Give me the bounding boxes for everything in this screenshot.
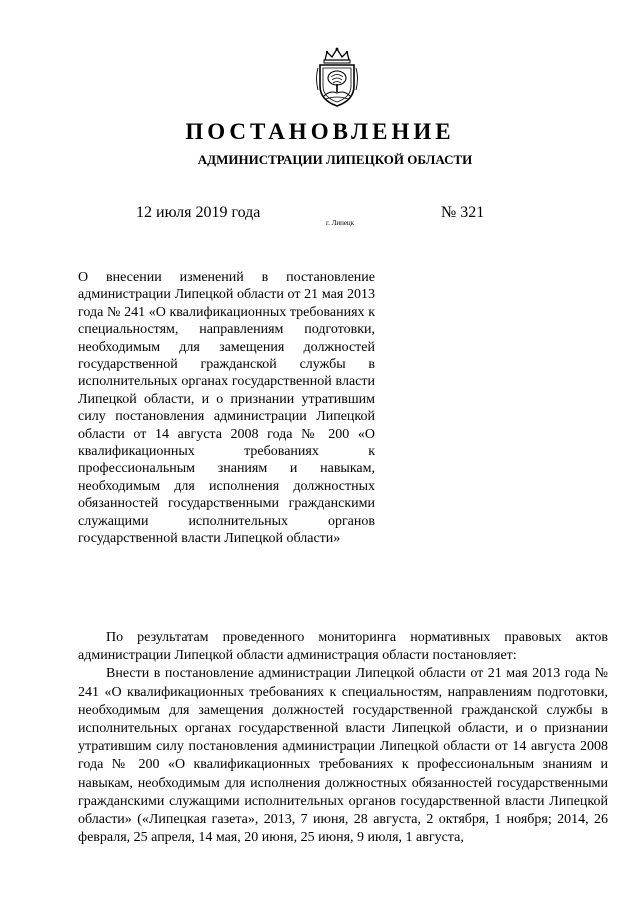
document-body — [78, 629, 608, 847]
document-subject: О внесении изменений в постановление администрации Липецкой области от 21 мая 2013 года № 241 «О квалификационных требованиях к специальностям, направлениям подготовки, необходимым для замещения должностей государственной гражданской службы в исполнительных органах государственной власти Липецкой области, и о признании утратившим силу постановления администрации Липецкой области от 14 августа 2008 года № 200 «О квалификационных требованиях к профессиональным знаниям и навыкам, необходимым для исполнения должностных обязанностей государственными гражданскими служащими исполнительных органов государственной власти Липецкой области» — [78, 270, 375, 547]
body-paragraph: Внести в постановление администрации Липецкой области от 21 мая 2013 года № 241 «О квалификационных требованиях к специальностям, направлениям подготовки, необходимым для замещения должностей государственной гражданской службы в исполнительных органах государственной власти Липецкой области, и о признании утратившим силу постановления администрации Липецкой области от 14 августа 2008 года № 200 «О квалификационных требованиях к профессиональным знаниям и навыкам, необходимым для исполнения должностных обязанностей государственными гражданскими служащими исполнительных органов государственной власти Липецкой области» («Липецкая газета», 2013, 7 июня, 28 августа, 2 октября, 1 ноября; 2014, 26 февраля, 25 апреля, 14 мая, 20 июня, 25 июня, 9 июля, 1 августа, — [78, 666, 608, 846]
document-subtitle: АДМИНИСТРАЦИИ ЛИПЕЦКОЙ ОБЛАСТИ — [197, 152, 473, 167]
document-number: № 321 — [441, 204, 485, 221]
coat-of-arms-icon — [312, 46, 362, 108]
body-paragraph: По результатам проведенного мониторинга нормативных правовых актов администрации Липецкой области администрация области постановляет: — [78, 630, 608, 664]
document-city: г. Липецк — [326, 219, 355, 227]
document-date: 12 июля 2019 года — [136, 204, 261, 221]
document-title: ПОСТАНОВЛЕНИЕ — [185, 119, 455, 144]
